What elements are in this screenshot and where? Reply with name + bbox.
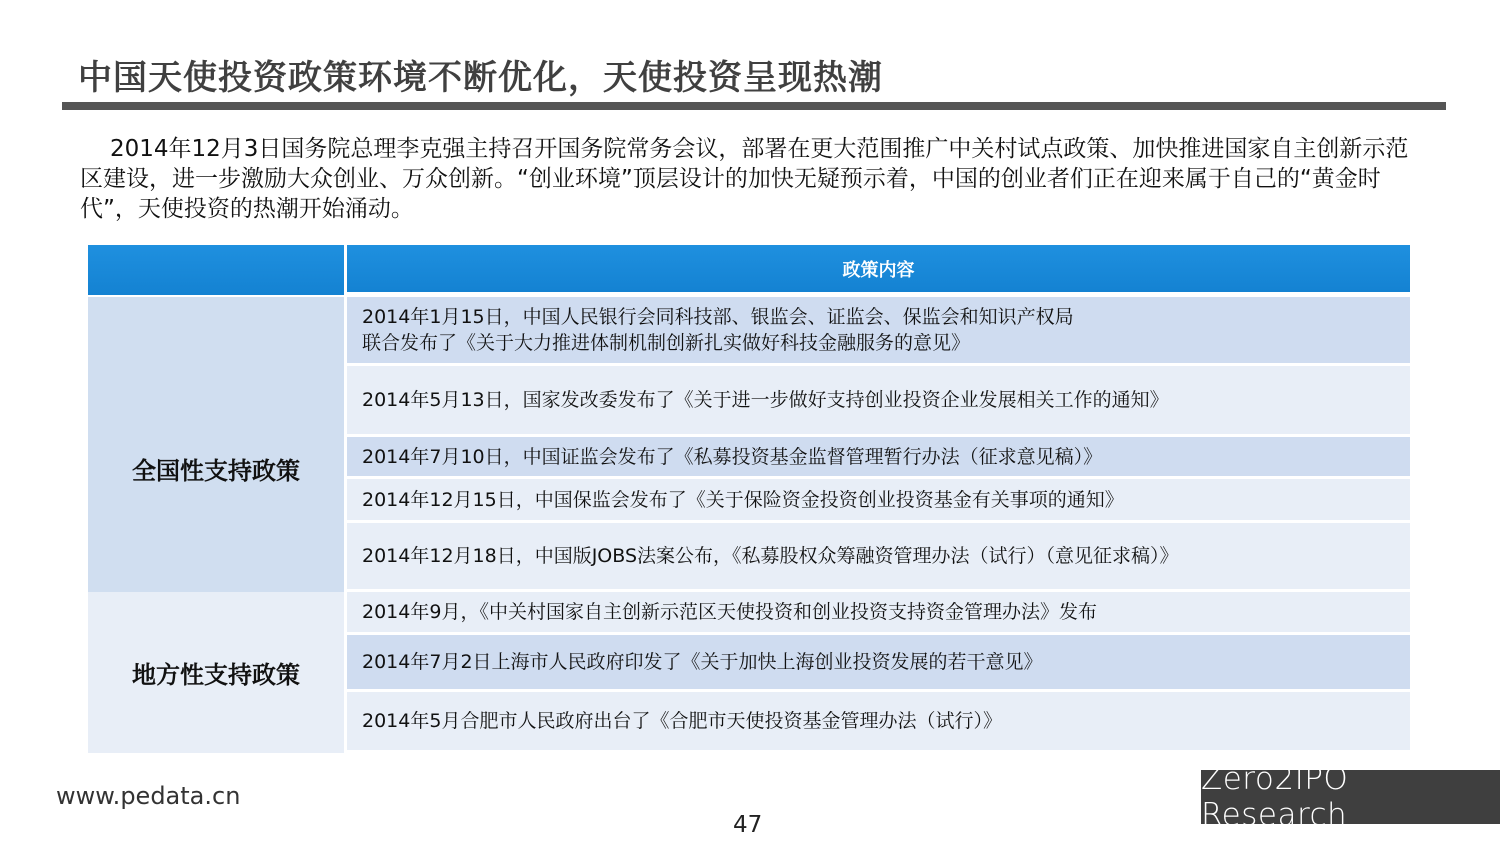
- table-header-policy-content: 政策内容: [347, 245, 1410, 292]
- row-text-line: 2014年5月13日，国家发改委发布了《关于进一步做好支持创业投资企业发展相关工作的通知》: [362, 389, 1169, 411]
- table-row-national-3: [347, 437, 1410, 476]
- brand-text: Zero2IPO Research: [1201, 761, 1349, 833]
- table-row-national-4: [347, 479, 1410, 520]
- website-url: www.pedata.cn: [56, 782, 241, 810]
- brand-logo: [1201, 761, 1500, 833]
- row-text-line: 2014年12月18日，中国版JOBS法案公布，《私募股权众筹融资管理办法（试行）（意见征求稿）》: [362, 545, 1179, 567]
- intro-text: 2014年12月3日国务院总理李克强主持召开国务院常务会议，部署在更大范围推广中关村试点政策、加快推进国家自主创新示范区建设，进一步激励大众创业、万众创新。“创业环境”顶层设计的加快无疑预示着，中国的创业者们正在迎来属于自己的“黄金时代”，天使投资的热潮开始涌动。: [80, 136, 1409, 222]
- row-text-line: 2014年12月15日，中国保监会发布了《关于保险资金投资创业投资基金有关事项的通知》: [362, 488, 1124, 511]
- table-row-national-2: [347, 366, 1410, 434]
- row-text-line: 2014年5月合肥市人民政府出台了《合肥市天使投资基金管理办法（试行）》: [362, 710, 1002, 732]
- table-row-national-1: [347, 297, 1410, 363]
- row-text-line: 2014年7月2日上海市人民政府印发了《关于加快上海创业投资发展的若干意见》: [362, 651, 1043, 673]
- policy-table: [88, 245, 1410, 753]
- row-text-line: 2014年9月，《中关村国家自主创新示范区天使投资和创业投资支持资金管理办法》发布: [362, 601, 1097, 623]
- page-title: 中国天使投资政策环境不断优化，天使投资呈现热潮: [78, 58, 883, 98]
- table-corner-cell: [88, 245, 344, 295]
- title-divider: [62, 102, 1446, 110]
- category-national: 全国性支持政策: [88, 297, 344, 639]
- table-row-local-1: [347, 592, 1410, 632]
- row-text-line: 2014年1月15日，中国人民银行会同科技部、银监会、证监会、保监会和知识产权局: [362, 306, 1074, 328]
- row-text-line: 2014年7月10日，中国证监会发布了《私募投资基金监督管理暂行办法（征求意见稿）》: [362, 445, 1103, 468]
- page-number: 47: [733, 812, 763, 838]
- table-row-national-5: [347, 523, 1410, 589]
- intro-paragraph: [80, 134, 1410, 224]
- category-local: 地方性支持政策: [88, 592, 344, 753]
- row-text-line: 联合发布了《关于大力推进体制机制创新扎实做好科技金融服务的意见》: [362, 332, 971, 354]
- table-row-local-2: [347, 635, 1410, 689]
- table-row-local-3: [347, 692, 1410, 750]
